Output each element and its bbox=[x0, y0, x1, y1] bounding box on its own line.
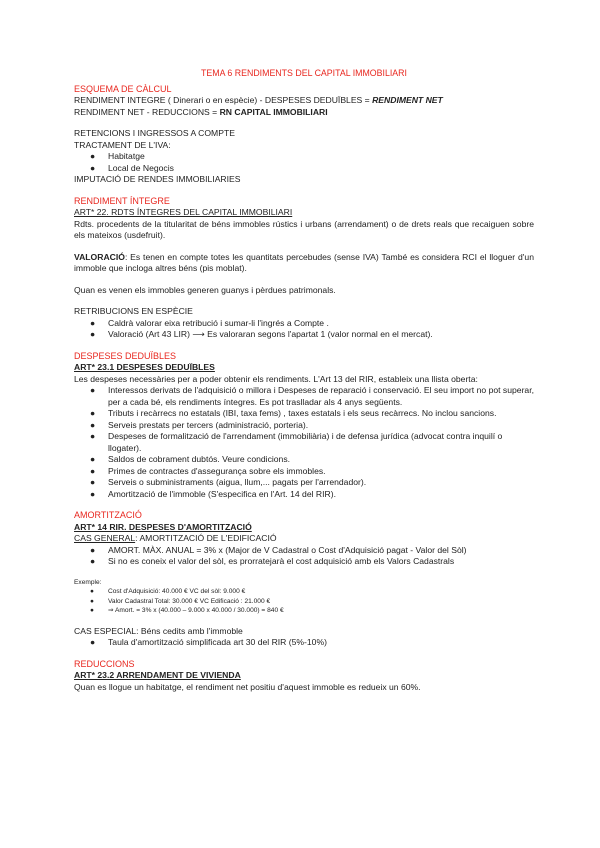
list-item bbox=[90, 477, 534, 489]
list-item bbox=[90, 587, 534, 597]
bullet-icon: ● bbox=[90, 637, 96, 647]
despeses-list bbox=[74, 385, 534, 500]
bullet-icon: ● bbox=[90, 162, 96, 173]
list-item bbox=[90, 556, 534, 568]
list-item-text: Si no es coneix el valor del sòl, es prorratejarà el cost adquisició amb els Valors Cadastrals bbox=[108, 556, 455, 566]
list-item-text: Primes de contractes d'assegurança sobre els immobles. bbox=[108, 465, 326, 476]
bullet-icon: ● bbox=[90, 607, 94, 614]
reduccions-section bbox=[74, 659, 534, 694]
bullet-icon: ● bbox=[90, 588, 94, 595]
esquema-line-1-text: RENDIMENT INTEGRE ( Dinerari o en espècie) - DESPESES DEDUÏBLES = bbox=[74, 95, 373, 105]
bullet-icon: ● bbox=[90, 431, 96, 441]
esquema-line-1-result: RENDIMENT NET bbox=[372, 95, 443, 105]
list-item-text: Valoració (Art 43 LIR) ⟶ Es valoraran segons l'apartat 1 (valor normal en el mercat). bbox=[108, 329, 433, 339]
bullet-icon: ● bbox=[90, 151, 96, 161]
list-item-text: Serveis prestats per tercers (administració, porteria). bbox=[108, 419, 309, 430]
list-item-text: Taula d'amortització simplificada art 30 del RIR (5%-10%) bbox=[108, 637, 327, 647]
bullet-icon: ● bbox=[90, 556, 96, 566]
reduccions-article: ART* 23.2 ARRENDAMENT DE VIVIENDA bbox=[74, 670, 241, 680]
cas-especial-label: CAS ESPECIAL bbox=[74, 625, 137, 636]
cas-general-list bbox=[74, 545, 534, 568]
bullet-icon: ● bbox=[90, 408, 96, 418]
list-item-text: Interessos derivats de l'adquisició o millora i Despeses de reparació i conservació. El seu import no pot superar, per a cada bé, els rendiments íntegres. Es pot traslladar als 4 anys següents. bbox=[108, 385, 534, 407]
esquema-line-1 bbox=[74, 95, 534, 107]
list-item bbox=[90, 431, 534, 454]
list-item-text: ⇒ Amort. = 3% x (40.000 – 9.000 x 40.000 / 30.000) = 840 € bbox=[108, 607, 284, 614]
esquema-line-2 bbox=[74, 107, 534, 119]
list-item bbox=[90, 637, 534, 649]
outline-iva: TRACTAMENT DE L'IVA: bbox=[74, 139, 171, 150]
rendiment-heading: RENDIMENT ÍNTEGRE bbox=[74, 195, 170, 206]
valoracio-text: : Es tenen en compte totes les quantitats percebudes (sense IVA) També es considera RCI el lloguer d'un immoble que incloga altres béns (pis moblat). bbox=[74, 251, 534, 273]
rendiment-venen: Quan es venen els immobles generen guanys i pèrdues patrimonals. bbox=[74, 284, 336, 295]
cas-general bbox=[74, 533, 534, 545]
cas-general-text: : AMORTITZACIÓ DE L'EDIFICACIÓ bbox=[135, 533, 277, 543]
exemple-list bbox=[74, 587, 534, 616]
bullet-icon: ● bbox=[90, 465, 96, 476]
bullet-icon: ● bbox=[90, 317, 96, 328]
despeses-section bbox=[74, 351, 534, 501]
bullet-icon: ● bbox=[90, 454, 96, 464]
bullet-icon: ● bbox=[90, 597, 94, 605]
amortitzacio-section bbox=[74, 510, 534, 649]
bullet-icon: ● bbox=[90, 329, 96, 339]
cas-especial-list bbox=[74, 637, 534, 649]
rendiment-article: ART* 22. RDTS ÍNTEGRES DEL CAPITAL IMMOBILIARI bbox=[74, 207, 293, 217]
list-item-text: Caldrà valorar eixa retribució i sumar-li l'ingrés a Compte . bbox=[108, 317, 329, 328]
amortitzacio-article: ART* 14 RIR. DESPESES D'AMORTITZACIÓ bbox=[74, 521, 252, 532]
rendiment-section bbox=[74, 196, 534, 341]
bullet-icon: ● bbox=[90, 477, 96, 487]
exemple-block bbox=[74, 578, 534, 616]
list-item bbox=[90, 317, 534, 330]
list-item-text: Habitatge bbox=[108, 151, 145, 161]
amortitzacio-heading: AMORTITZACIÓ bbox=[74, 510, 142, 520]
rendiment-definition: Rdts. procedents de la titularitat de béns immobles rústics i urbans (arrendament) o de drets reals que recaiguen sobre els mateixos (usdefruit). bbox=[74, 218, 534, 240]
esquema-section bbox=[74, 84, 534, 119]
list-item bbox=[90, 329, 534, 341]
list-item-text: Valor Cadastral Total: 30.000 € VC Edificació : 21.000 € bbox=[108, 597, 271, 605]
despeses-intro: Les despeses necessàries per a poder obtenir els rendiments. L'Art 13 del RIR, estableix una llista oberta: bbox=[74, 373, 478, 384]
reduccions-heading: REDUCCIONS bbox=[74, 658, 135, 669]
esquema-line-2-result: RN CAPITAL IMMOBILIARI bbox=[219, 106, 328, 117]
valoracio-label: VALORACIÓ bbox=[74, 251, 125, 262]
list-item bbox=[90, 419, 534, 432]
list-item bbox=[90, 597, 534, 607]
rendiment-valoracio bbox=[74, 252, 534, 275]
cas-especial-text: : Béns cedits amb l'immoble bbox=[136, 625, 243, 636]
outline-section bbox=[74, 128, 534, 186]
bullet-icon: ● bbox=[90, 544, 96, 555]
bullet-icon: ● bbox=[90, 385, 96, 395]
outline-retencions: RETENCIONS I INGRESSOS A COMPTE bbox=[74, 128, 235, 138]
list-item-text: Saldos de cobrament dubtós. Veure condicions. bbox=[108, 454, 291, 464]
outline-imputacio: IMPUTACIÓ DE RENDES IMMOBILIARIES bbox=[74, 174, 241, 184]
list-item bbox=[90, 465, 534, 478]
bullet-icon: ● bbox=[90, 488, 96, 499]
list-item bbox=[90, 454, 534, 466]
cas-especial bbox=[74, 626, 534, 638]
list-item bbox=[90, 606, 534, 616]
list-item bbox=[90, 162, 534, 175]
list-item bbox=[90, 408, 534, 420]
document-title: TEMA 6 RENDIMENTS DEL CAPITAL IMMOBILIARI bbox=[201, 68, 407, 78]
cas-general-label: CAS GENERAL bbox=[74, 533, 136, 543]
list-item-text: Despeses de formalització de l'arrendament (immobiliària) i de defensa jurídica (advocat contra inquilí o llogater). bbox=[108, 431, 503, 453]
list-item bbox=[90, 151, 534, 163]
list-item-text: Local de Negocis bbox=[108, 162, 174, 173]
list-item-text: Serveis o subministraments (aigua, llum,... pagats per l'arrendador). bbox=[108, 477, 367, 487]
esquema-line-2-text: RENDIMENT NET - REDUCCIONS = bbox=[74, 106, 220, 117]
list-item bbox=[90, 488, 534, 501]
list-item-text: Tributs i recàrrecs no estatals (IBI, taxa fems) , taxes estatals i els seus recàrrecs. No inclou sancions. bbox=[108, 408, 497, 418]
exemple-label: Exemple: bbox=[74, 578, 102, 586]
despeses-heading: DESPESES DEDUÏBLES bbox=[74, 350, 177, 361]
esquema-heading: ESQUEMA DE CÀLCUL bbox=[74, 83, 172, 94]
list-item-text: AMORT. MÀX. ANUAL = 3% x (Major de V Cadastral o Cost d'Adquisició pagat - Valor del Sòl) bbox=[108, 544, 467, 555]
despeses-article: ART* 23.1 DESPESES DEDUÏBLES bbox=[74, 362, 215, 372]
retribucions-heading: RETRIBUCIONS EN ESPÈCIE bbox=[74, 306, 193, 316]
bullet-icon: ● bbox=[90, 419, 96, 430]
iva-list bbox=[74, 151, 534, 174]
reduccions-text: Quan es llogue un habitatge, el rendiment net positiu d'aquest immoble es redueix un 60%. bbox=[74, 681, 421, 692]
list-item bbox=[90, 544, 534, 557]
list-item-text: Cost d'Adquisició: 40.000 € VC del sòl: 9.000 € bbox=[108, 588, 246, 595]
list-item-text: Amortització de l'immoble (S'especifica en l'Art. 14 del RIR). bbox=[108, 488, 336, 499]
retribucions-list bbox=[74, 318, 534, 341]
list-item bbox=[90, 385, 534, 408]
